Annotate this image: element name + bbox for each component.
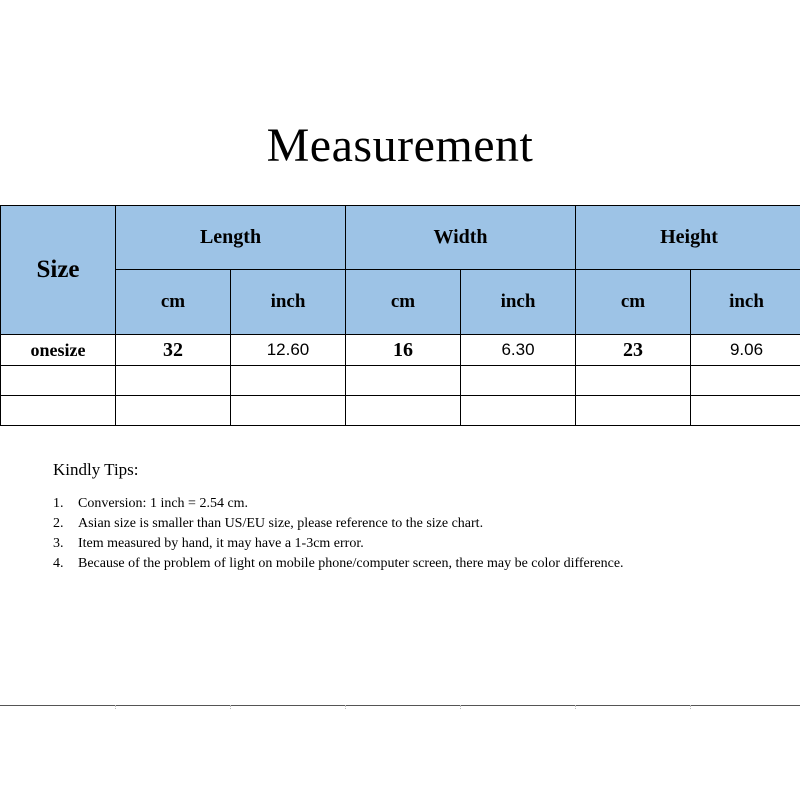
empty-cell — [461, 396, 576, 426]
width-inch-header: inch — [461, 270, 576, 335]
length-cm-cell: 32 — [116, 335, 231, 366]
empty-cell — [346, 396, 461, 426]
tips-heading: Kindly Tips: — [53, 460, 139, 479]
tip-text: Conversion: 1 inch = 2.54 cm. — [78, 496, 249, 511]
table-header-row — [1, 206, 800, 270]
height-cm-cell: 23 — [576, 335, 691, 366]
bottom-divider — [0, 705, 800, 706]
empty-cell — [1, 396, 116, 426]
length-header: Length — [116, 206, 346, 270]
tip-text: Because of the problem of light on mobile phone/computer screen, there may be color difference. — [78, 556, 624, 571]
gridline-tick — [690, 705, 691, 709]
width-header: Width — [346, 206, 576, 270]
gridline-tick — [345, 705, 346, 709]
tips-section — [53, 460, 673, 574]
tip-item — [53, 514, 673, 534]
tip-text: Item measured by hand, it may have a 1-3cm error. — [78, 536, 364, 551]
empty-cell — [576, 396, 691, 426]
empty-cell — [691, 396, 800, 426]
height-inch-cell: 9.06 — [691, 335, 800, 366]
size-chart-table — [0, 205, 800, 426]
tip-number: 2. — [53, 516, 64, 531]
length-inch-cell: 12.60 — [231, 335, 346, 366]
empty-cell — [231, 396, 346, 426]
gridline-tick — [230, 705, 231, 709]
empty-cell — [116, 366, 231, 396]
empty-cell — [116, 396, 231, 426]
height-header: Height — [576, 206, 800, 270]
height-cm-header: cm — [576, 270, 691, 335]
empty-cell — [346, 366, 461, 396]
table-row — [1, 335, 800, 366]
tip-item — [53, 494, 673, 514]
height-inch-header: inch — [691, 270, 800, 335]
page-title: Measurement — [266, 119, 534, 172]
tip-text: Asian size is smaller than US/EU size, please reference to the size chart. — [78, 516, 484, 531]
size-header: Size — [1, 206, 116, 335]
tip-item — [53, 534, 673, 554]
empty-cell — [461, 366, 576, 396]
empty-table-row — [1, 396, 800, 426]
length-cm-header: cm — [116, 270, 231, 335]
width-cm-header: cm — [346, 270, 461, 335]
tips-list — [53, 494, 673, 574]
tip-number: 1. — [53, 496, 64, 511]
size-label-cell: onesize — [1, 335, 116, 366]
empty-cell — [1, 366, 116, 396]
width-cm-cell: 16 — [346, 335, 461, 366]
tip-number: 3. — [53, 536, 64, 551]
empty-table-row — [1, 366, 800, 396]
gridline-tick — [115, 705, 116, 709]
empty-cell — [691, 366, 800, 396]
length-inch-header: inch — [231, 270, 346, 335]
tip-number: 4. — [53, 556, 64, 571]
gridline-tick — [575, 705, 576, 709]
empty-cell — [576, 366, 691, 396]
table-unit-row — [1, 270, 800, 335]
width-inch-cell: 6.30 — [461, 335, 576, 366]
empty-cell — [231, 366, 346, 396]
gridline-tick — [460, 705, 461, 709]
tip-item — [53, 554, 673, 574]
